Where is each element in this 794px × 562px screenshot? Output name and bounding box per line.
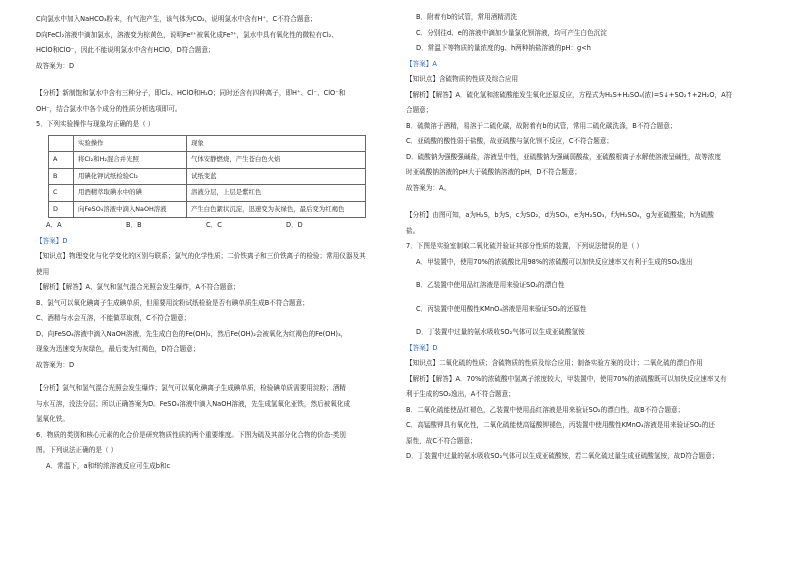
question-6-option-b: B．附着有b的试管，常用酒精清洗: [416, 13, 518, 21]
knowledge-line: 使用: [36, 267, 50, 276]
question-7-answer: 【答案】D: [406, 343, 438, 352]
table-row: [49, 185, 366, 202]
knowledge-line: 【知识点】物理变化与化学变化的区别与联系；氯气的化学性质；二价铁离子和三价铁离子的检验；常用仪器及其: [36, 252, 366, 260]
analysis-line: 氢氧化铁。: [36, 415, 69, 423]
table-cell: 用碘化钾试纸检验Cl₂: [74, 168, 187, 185]
table-cell: 向FeSO₄溶液中滴入NaOH溶液: [74, 201, 187, 218]
table-cell: 用酒精萃取碘水中的碘: [74, 185, 187, 202]
question-6-option-a: A．常温下，a和f的浓溶液反应可生成b和c: [46, 461, 171, 470]
question-6-stem: 图。下列说法正确的是（ ）: [36, 446, 118, 454]
analysis-line: 盐。: [406, 226, 420, 235]
analysis-line: 【分析】新制饱和氯水中含有三种分子，即Cl₂、HClO和H₂O；同时还含有四种离子，即H⁺、Cl⁻、ClO⁻和: [36, 89, 346, 97]
question-5-stem: 5．下列实验操作与现象均正确的是（ ）: [36, 120, 155, 128]
table-cell: A: [49, 152, 74, 169]
table-cell: B: [49, 168, 74, 185]
explain-line: 现象为迅速变为灰绿色，最后变为红褐色，D符合题意；: [36, 345, 200, 353]
question-6-answer: 【答案】A: [406, 59, 437, 68]
knowledge-line: 【知识点】二氧化硫的性质；含硫物质的性质及综合应用；制备实验方案的设计；二氧化硫的漂白作用: [406, 359, 703, 367]
table-cell: 气体安静燃烧，产生苍白色火焰: [187, 152, 366, 169]
answer-line: 故答案为：D: [36, 360, 75, 369]
table-cell: 溶液分层，上层是紫红色: [187, 185, 366, 202]
explain-line: 合题意；: [406, 106, 433, 114]
question-6-option-c: C．分别往d、e的溶液中滴加少量氯化钡溶液，均可产生白色沉淀: [416, 28, 607, 37]
analysis-line: 【分析】氯气和氢气混合光照会发生爆炸；氯气可以氧化碘离子生成碘单质，检验碘单质需要用淀粉；酒精: [36, 384, 346, 392]
explain-line: C．高锰酸钾具有氧化性，二氧化硫能使高锰酸钾褪色，丙装置中使用酸性KMnO₄溶液是用来验证SO₂的还: [406, 421, 715, 429]
explain-line: D．硫酸钠为强酸强碱盐，溶液呈中性，亚硫酸钠为强碱弱酸盐，亚硫酸根离子水解使溶液呈碱性，故等浓度: [406, 152, 721, 161]
table-row: [49, 168, 366, 185]
question-5-table: [48, 135, 366, 219]
table-cell: 产生白色絮状沉淀，迅速变为灰绿色，最后变为红褐色: [187, 201, 366, 218]
question-5-choices: [36, 218, 412, 234]
explain-line: B．硫微溶于酒精，易溶于二硫化碳，故附着有b的试管，常用二硫化碳洗涤，B不符合题意；: [406, 121, 677, 130]
answer-line: 故答案为：D: [36, 61, 75, 70]
question-7-option-d: D．丁装置中过量的氨水吸收SO₂气体可以生成亚硫酸氢铵: [416, 328, 585, 336]
question-7-stem: 7．下图是实验室制取二氧化硫并验证其部分性质的装置，下列说法错误的是（ ）: [406, 242, 644, 250]
table-cell: 现象: [187, 135, 366, 152]
knowledge-line: 【知识点】含硫物质的性质及综合应用: [406, 75, 519, 83]
analysis-line: 【分析】由图可知，a为H₂S，b为S，c为SO₂，d为SO₃，e为H₂SO₃，f为H₂SO₄，g为亚硫酸盐，h为硫酸: [406, 211, 714, 219]
table-cell: 将Cl₂和H₂混合并光照: [74, 152, 187, 169]
question-5-answer: 【答案】D: [36, 236, 68, 245]
explain-line: B．二氧化硫能使品红褪色，乙装置中使用品红溶液是用来验证SO₂的漂白性，故B不符合题意；: [406, 405, 685, 414]
choice-b: B．B: [126, 221, 142, 229]
left-column: [36, 12, 412, 474]
explain-line: 时亚硫酸钠溶液的pH大于硫酸钠溶液的pH，D不符合题意；: [406, 168, 582, 176]
text-line: D向FeCl₂溶液中滴加氯水，溶液变为棕黄色，说明Fe²⁺被氧化成Fe³⁺，氯水中具有氧化性的微粒有Cl₂、: [36, 30, 338, 39]
explain-line: C、酒精与水会互溶，不能做萃取剂，C不符合题意；: [36, 314, 191, 322]
table-cell: D: [49, 201, 74, 218]
explain-line: D、向FeSO₄溶液中滴入NaOH溶液，先生成白色的Fe(OH)₂，然后Fe(OH)₂会被氧化为红褐色的Fe(OH)₃，: [36, 329, 348, 338]
text-line: HClO和ClO⁻，因此不能说明氯水中含有HClO，D符合题意；: [36, 46, 215, 54]
explain-line: C．亚硫酸的酸性弱于盐酸，故亚硫酸与氯化钡不反应，C不符合题意；: [406, 137, 614, 145]
explain-line: 原性，故C不符合题意；: [406, 436, 477, 445]
question-7-option-b: B．乙装置中使用品红溶液是用来验证SO₂的漂白性: [416, 281, 565, 289]
choice-a: A．A: [46, 221, 62, 229]
question-6-option-d: D．常温下等物质的量浓度的g、h两种钠盐溶液的pH：g<h: [416, 44, 591, 52]
answer-line: 故答案为：A。: [406, 183, 451, 192]
right-column: [406, 10, 782, 465]
analysis-line: OH⁻，结合氯水中各个成分的性质分析选项即可。: [36, 104, 182, 113]
explain-line: 利于生成的SO₂逸出，A不符合题意；: [406, 390, 515, 398]
choice-c: C．C: [206, 221, 222, 229]
explain-line: 【解析】【解答】A．70%的浓硫酸中氢离子浓度较大，甲装置中，使用70%的浓硫酸既可以加快反应速率又有: [406, 374, 727, 383]
explain-line: 【解析】【解答】A．硫化氢和浓硫酸能发生氧化还原反应，方程式为H₂S+H₂SO₄(浓)=S↓+SO₂↑+2H₂O，A符: [406, 90, 733, 99]
table-row: [49, 152, 366, 169]
text-line: C向氯水中加入NaHCO₃粉末，有气泡产生，该气体为CO₂，说明氯水中含有H⁺，C不符合题意；: [36, 15, 317, 23]
table-cell: [49, 135, 74, 152]
table-row: [49, 201, 366, 218]
explain-line: B、氯气可以氧化碘离子生成碘单质，但需要用淀粉试纸检验是否有碘单质生成B不符合题意；: [36, 298, 309, 307]
question-7-option-c: C．丙装置中使用酸性KMnO₄溶液是用来验证SO₂的还原性: [416, 304, 587, 313]
table-header-row: [49, 135, 366, 152]
table-cell: C: [49, 185, 74, 202]
table-cell: 实验操作: [74, 135, 187, 152]
question-6-stem: 6．物质的类别和核心元素的化合价是研究物质性质的两个重要维度。下图为硫及其部分化合物的价态-类别: [36, 430, 346, 439]
explain-line: D．丁装置中过量的氨水吸收SO₂气体可以生成亚硫酸铵，若二氧化硫过量生成亚硫酸氢铵，故D符合题意；: [406, 452, 719, 460]
table-cell: 试纸变蓝: [187, 168, 366, 185]
explain-line: 【解析】【解答】A、氯气和氢气混合光照会发生爆炸，A不符合题意；: [36, 283, 240, 291]
choice-d: D．D: [286, 221, 303, 229]
analysis-line: 与水互溶，没法分层；所以正确答案为D。FeSO₄溶液中滴入NaOH溶液，先生成氢氧化亚铁，然后被氧化成: [36, 399, 351, 408]
question-7-option-a: A．甲装置中，使用70%的浓硫酸比用98%的浓硫酸可以加快反应速率又有利于生成的SO₂逸出: [416, 257, 693, 266]
